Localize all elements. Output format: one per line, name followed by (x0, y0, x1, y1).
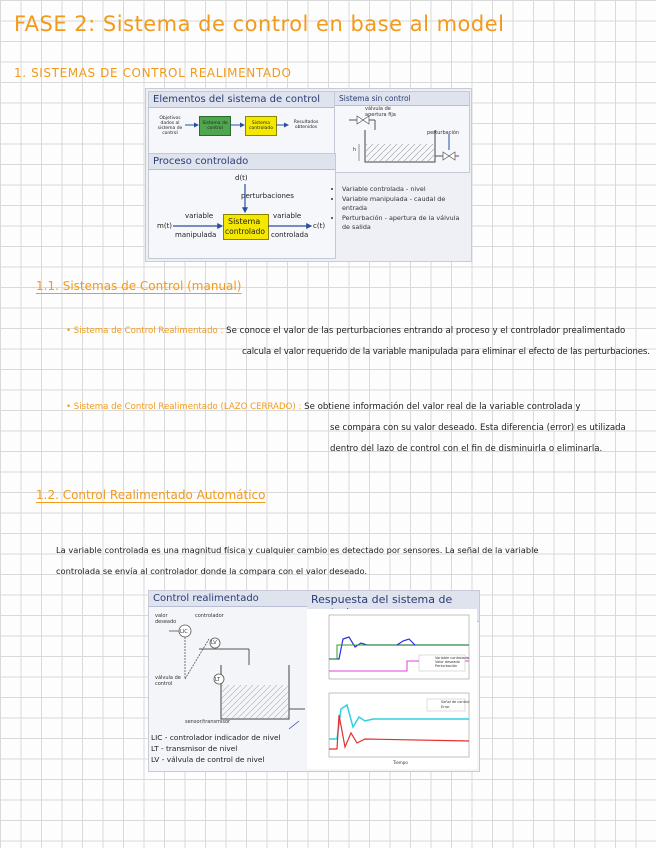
definition-term: • Sistema de Control Realimentado : (66, 326, 224, 336)
manipulated-var-label-2: manipulada (175, 231, 217, 239)
list-item: • Variable manipulada - caudal de entrada (342, 195, 467, 213)
panel-elements-title: Elementos del sistema de control (149, 92, 335, 108)
list-item: • Perturbación - apertura de la válvula de salida (342, 214, 467, 232)
definition-closed-loop (66, 397, 581, 418)
variables-list (330, 185, 467, 233)
panel-no-control-title: Sistema sin control (335, 92, 469, 106)
section-heading-1: 1. SISTEMAS DE CONTROL REALIMENTADO (14, 66, 292, 80)
lv-label: LV (211, 640, 217, 646)
legend-entry: Error (441, 705, 450, 709)
definition-line: se compara con su valor deseado. Esta diferencia (error) es utilizada (330, 423, 626, 433)
lic-label: LIC (180, 629, 188, 635)
legend-entry: Variable controlada (435, 656, 469, 660)
legend-line: LIC - controlador indicador de nivel (151, 733, 281, 742)
control-valve-label: válvula de control (155, 675, 181, 687)
legend-line: LT - transmisor de nivel (151, 744, 238, 753)
legend-entry: Valor deseado (435, 660, 460, 664)
disturbance-label: perturbación (427, 130, 460, 136)
objectives-label: Objetivos dados al sistema de control (157, 116, 183, 136)
controlled-var-label-1: variable (273, 212, 302, 220)
panel-no-control (334, 91, 470, 173)
definition-line: dentro del lazo de control con el fin de disminuirla o eliminarla. (330, 444, 603, 454)
controlled-system-block: Sistema controlado (245, 116, 277, 136)
panel-controlled-process-title: Proceso controlado (149, 154, 335, 170)
manipulated-var-label-1: variable (185, 212, 214, 220)
definition-line: Se obtiene información del valor real de la variable controlada y (304, 402, 581, 412)
block-arrows (149, 92, 335, 154)
legend-entry: Señal de control (441, 700, 470, 704)
definition-term: • Sistema de Control Realimentado (LAZO CERRADO) : (66, 402, 302, 412)
controlled-var-label-2: controlada (271, 231, 309, 239)
level-h-label: h (353, 147, 357, 153)
x-axis-label: Tiempo (393, 760, 408, 765)
controller-label: controlador (195, 613, 224, 619)
paragraph-line: La variable controlada es una magnitud física y cualquier cambio es detectado por sensores. La señal de la variable (56, 545, 539, 555)
ct-label: c(t) (313, 222, 326, 230)
process-arrows (149, 154, 335, 258)
mt-label: m(t) (157, 222, 173, 230)
panel-controlled-process (148, 153, 336, 259)
subsection-1-1: 1.1. Sistemas de Control (manual) (36, 279, 242, 293)
slide-feedback-control (148, 590, 480, 772)
definition-line: Se conoce el valor de las perturbaciones entrando al proceso y el controlador prealimentado (226, 326, 626, 336)
response-plots (307, 609, 477, 769)
page-title: FASE 2: Sistema de control en base al model (14, 12, 505, 36)
response-chart (307, 609, 477, 769)
legend-line: LV - válvula de control de nivel (151, 755, 265, 764)
control-system-block: Sistema de control (199, 116, 231, 136)
fixed-valve-label: válvula de apertura fija (365, 106, 396, 118)
slide-control-elements (145, 88, 472, 262)
tank-no-control-icon (335, 104, 469, 170)
legend-entry: Perturbación (435, 664, 458, 668)
definition-feedforward (66, 321, 625, 342)
setpoint-label: valor deseado (155, 613, 177, 625)
lt-label: LT (215, 677, 221, 683)
list-item: • Variable controlada - nivel (342, 185, 467, 194)
results-label: Resultados obtenidos (293, 120, 319, 130)
system-label-2: controlado (225, 227, 265, 236)
system-label-1: Sistema (228, 217, 261, 226)
definition-line: calcula el valor requerido de la variable manipulada para eliminar el efecto de las perturbaciones. (242, 347, 650, 357)
paragraph-line: controlada se envía al controlador donde la compara con el valor deseado. (56, 566, 368, 576)
disturbances-label: perturbaciones (241, 192, 294, 200)
subsection-1-2: 1.2. Control Realimentado Automático (36, 488, 266, 502)
dt-label: d(t) (235, 174, 248, 182)
sensor-label: sensor/transmisor (185, 719, 231, 725)
response-panel-title: Respuesta del sistema de (307, 591, 479, 622)
feedback-panel-title: Control realimentado (149, 591, 307, 607)
panel-elements (148, 91, 336, 155)
